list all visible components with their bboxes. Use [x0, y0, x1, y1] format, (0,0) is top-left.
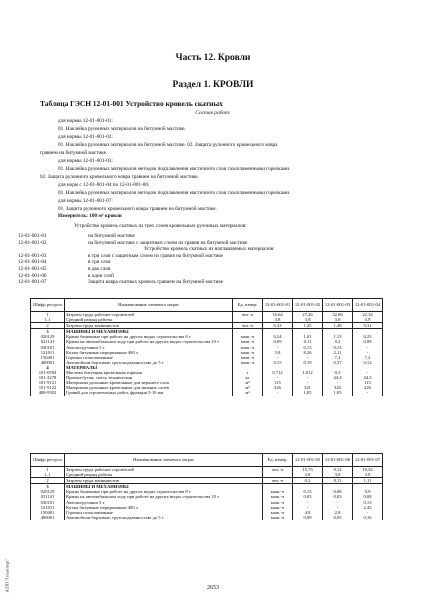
norm-code: 12-01-001-03 [18, 252, 47, 259]
section-title: Раздел 1. КРОВЛИ [172, 80, 254, 90]
table-cell: 030101 [31, 345, 65, 350]
table-cell: 0,9 [353, 489, 383, 494]
table-cell: 15,73 [293, 467, 323, 473]
norm-code-row [18, 266, 274, 273]
table-header-cell: 12-01-001-05 [293, 454, 323, 467]
table-cell: маш.-ч [263, 500, 293, 505]
table-cell: 115 [263, 380, 293, 385]
table-cell: 0,09 [293, 515, 323, 520]
table-cell: маш.-ч [263, 494, 293, 499]
table-header-cell: 12-01-001-02 [293, 299, 323, 312]
table-cell: маш.-ч [233, 360, 263, 365]
table-cell: 0,09 [263, 339, 293, 344]
table-cell: 1.1 [31, 472, 65, 478]
table-cell: 0,3 [323, 370, 353, 375]
table-cell: м² [233, 380, 263, 385]
norm-code-row [18, 279, 274, 286]
table-cell: - [293, 375, 323, 380]
norm-code-description: Устройство кровель скатных из наплавляемых материалов: [144, 246, 275, 253]
table-cell: 0,16 [353, 515, 383, 520]
table-cell: Средний разряд работы [65, 472, 263, 478]
table-cell: 22,34 [353, 312, 383, 318]
norm-code-description: в один слой [88, 272, 114, 279]
table-cell: Средний разряд работы [65, 317, 233, 323]
table-cell: 10,32 [353, 467, 383, 473]
table-cell: 226 [353, 385, 383, 390]
work-line: 01. Наклейка рулонных материалов методом подплавления мастичного слоя газопламенными горелками. [58, 166, 291, 172]
norm-code-row [18, 246, 274, 253]
norm-code-description: в два слоя [88, 265, 111, 272]
table-cell: 4 [31, 365, 65, 370]
table-header-cell: Ед. измер. [233, 299, 263, 312]
table-cell: - [263, 345, 293, 350]
table-cell: МАТЕРИАЛЫ [65, 365, 233, 370]
table-cell: 1,25 [293, 323, 323, 329]
table-cell: Автомобили бортовые, грузоподъемностью до 5 т [65, 515, 263, 520]
table-cell: 2,8 [323, 510, 353, 515]
table-cell: 32,66 [323, 312, 353, 318]
table-cell: 0,2 [293, 478, 323, 484]
table-cell: 2,45 [353, 505, 383, 510]
table-cell: 101-0594 [31, 370, 65, 375]
table-cell: чел.-ч [233, 323, 263, 329]
table-cell: 0,13 [293, 345, 323, 350]
table-cell: маш.-ч [263, 510, 293, 515]
table-cell: 3,8 [353, 472, 383, 478]
work-line: для норм с 12-01-001-04 по 12-01-001-06: [58, 182, 150, 188]
work-line: 02. Защита рулонного кровельного ковра гравием на битумной мастике. [40, 174, 199, 180]
composition-label: Состав работ: [195, 110, 231, 116]
table-cell: 0,08 [353, 339, 383, 344]
table-cell: 3,8 [353, 317, 383, 323]
work-line: 01. Наклейка рулонных материалов на битумной мастике. 02. Защита рулонного кровельного ковра [58, 142, 278, 148]
table-cell: 020129 [31, 334, 65, 339]
table-header-cell: Наименование элемента затрат [65, 299, 233, 312]
table-header-cell: Шифр ресурса [31, 454, 65, 467]
table-cell: 1 [31, 312, 65, 318]
norm-code-row [18, 259, 274, 266]
table-cell: чел.-ч [233, 312, 263, 318]
table-cell: 1,05 [293, 390, 323, 395]
resource-table-1 [30, 298, 383, 396]
table-cell: Котлы битумные передвижные 400 л [65, 505, 263, 510]
table-cell: 400001 [31, 515, 65, 520]
table-cell: 0,24 [263, 334, 293, 339]
table-cell: 7,2 [353, 355, 383, 360]
table-cell: Мастика битумная кровельная горячая [65, 370, 233, 375]
table-cell: 3,8 [293, 317, 323, 323]
table-cell: 3,8 [263, 317, 293, 323]
table-cell: - [293, 505, 323, 510]
work-line: для нормы 12-01-001-01: [58, 118, 113, 124]
table-cell: - [293, 355, 323, 360]
table-cell: Затраты труда машинистов [65, 323, 233, 329]
table-cell: 7,2 [323, 355, 353, 360]
table-cell: 1,05 [323, 390, 353, 395]
table-cell: 115 [353, 380, 383, 385]
table-cell: 0,08 [323, 489, 353, 494]
page-number: 2653 [207, 585, 219, 591]
resource-table-2 [30, 453, 383, 520]
table-cell: 1,11 [353, 478, 383, 484]
table-cell: - [293, 380, 323, 385]
table-cell: 3 [31, 484, 65, 490]
table-cell: Гравий для строительных работ, фракция 5-10 мм [65, 390, 233, 395]
table-cell: 0,05 [323, 515, 353, 520]
table-cell: - [293, 500, 323, 505]
table-cell: 101-2278 [31, 375, 65, 380]
table-cell: Краны на автомобильном ходу при работе на других видах строительства 10 т [65, 339, 233, 344]
table-cell: 1,15 [323, 334, 353, 339]
table-cell: 0,11 [323, 478, 353, 484]
table-cell: - [263, 355, 293, 360]
table-header-cell: Ед. измер. [263, 454, 293, 467]
table-cell: маш.-ч [233, 339, 263, 344]
table-cell: 27,26 [293, 312, 323, 318]
table-cell: 3,8 [293, 472, 323, 478]
table-cell: 2 [31, 323, 65, 329]
table-cell: 121011 [31, 350, 65, 355]
norm-code-row [18, 253, 274, 260]
table-header-cell: 12-01-001-04 [353, 299, 383, 312]
table-cell: 0,19 [293, 360, 323, 365]
table-cell: МАШИНЫ И МЕХАНИЗМЫ [65, 329, 233, 335]
table-cell: Горелки газопламенные [65, 510, 263, 515]
table-cell: 345 [323, 385, 353, 390]
norm-code: 12-01-001-07 [18, 279, 47, 286]
norm-code: 12-01-001-06 [18, 272, 47, 279]
table-cell: 0,03 [323, 494, 353, 499]
table-cell: 0,15 [263, 360, 293, 365]
norm-code-description: на битумной мастике [88, 233, 135, 239]
table-cell: м² [233, 385, 263, 390]
table-cell: 1,48 [323, 323, 353, 329]
norm-code: 12-01-001-01 [18, 233, 47, 239]
table-cell: Автомобили бортовые, грузоподъемностью до 5 т [65, 360, 233, 365]
table-cell: Горелки газопламенные [65, 355, 233, 360]
table-cell: Материалы рулонные кровельные для верхнего слоя [65, 380, 233, 385]
table-cell: 101-9121 [31, 380, 65, 385]
norm-code-description: в три слоя с защитным слоем из гравия на битумной мастике [88, 252, 223, 259]
table-cell: 400001 [31, 360, 65, 365]
table-cell: 8,26 [293, 350, 323, 355]
part-title: Часть 12. Кровли [175, 53, 251, 63]
norm-code-description: на битумной мастике с защитным слоем из гравия на битумной мастике [88, 239, 248, 246]
table-cell: 16,64 [263, 312, 293, 318]
norm-code-row [18, 233, 274, 240]
table-cell: Автопогрузчики 5 т [65, 500, 263, 505]
table-cell: 021141 [31, 339, 65, 344]
table-cell: 2,11 [323, 350, 353, 355]
table-cell: маш.-ч [233, 334, 263, 339]
table-header-cell: 12-01-001-01 [263, 299, 293, 312]
table-cell: маш.-ч [263, 505, 293, 510]
table-cell: - [263, 375, 293, 380]
table-cell: чел.-ч [263, 467, 293, 473]
table-cell: кг [233, 375, 263, 380]
table-header-cell: 12-01-001-03 [323, 299, 353, 312]
table-cell: 0,23 [353, 334, 383, 339]
table-cell: Краны башенные при работе на других видах строительства 8 т [65, 334, 233, 339]
table-cell: маш.-ч [233, 355, 263, 360]
table-cell: - [323, 505, 353, 510]
table-cell: 0,33 [263, 323, 293, 329]
table-cell: 121011 [31, 505, 65, 510]
table-cell: Затраты труда рабочих-строителей [65, 467, 263, 473]
table-cell: 408-9302 [31, 390, 65, 395]
table-cell: 0,37 [323, 360, 353, 365]
work-line: для нормы 12-01-001-07: [58, 198, 113, 204]
table-cell: Затраты труда рабочих-строителей [65, 312, 233, 318]
table-cell: 150401 [31, 510, 65, 515]
table-cell: - [353, 390, 383, 395]
table-row [31, 390, 383, 395]
table-header-cell: 12-01-001-06 [323, 454, 353, 467]
table-cell: 44,3 [353, 375, 383, 380]
work-line: 01. Наклейка рулонных материалов на битумной мастике. [58, 126, 186, 132]
table-cell: 2 [31, 478, 65, 484]
table-cell: 341 [293, 385, 323, 390]
table-cell: 4,8 [293, 510, 323, 515]
norm-code: 12-01-001-04 [18, 259, 47, 266]
table-cell: 020129 [31, 489, 65, 494]
table-cell: Пропан-бутан, смесь техническая [65, 375, 233, 380]
table-cell: 021141 [31, 494, 65, 499]
table-cell: Материалы рулонные кровельные для нижних слоев [65, 385, 233, 390]
norm-code: 12-01-001-02 [18, 239, 47, 246]
table-cell: Котлы битумные передвижные 400 л [65, 350, 233, 355]
table-cell: Автопогрузчики 5 т [65, 345, 233, 350]
table-cell: 0,08 [353, 494, 383, 499]
table-cell: Краны башенные при работе на других видах строительства 8 т [65, 489, 263, 494]
norm-codes-list [18, 233, 274, 286]
table-header-cell: 12-01-001-07 [353, 454, 383, 467]
table-title: Таблица ГЭСН 12-01-001 Устройство кровель скатных [40, 99, 223, 108]
work-line: для нормы 12-01-001-02: [58, 134, 113, 140]
table-cell: 5,8 [263, 350, 293, 355]
table-cell: 0,712 [263, 370, 293, 375]
table-cell: 030101 [31, 500, 65, 505]
table-cell: Краны на автомобильном ходу при работе на других видах строительства 10 т [65, 494, 263, 499]
norm-code-description: в три слоя [88, 259, 111, 266]
codes-intro: Устройство кровель скатных из трех слоев кровельных рулонных материалов: [74, 223, 247, 229]
table-cell: маш.-ч [233, 350, 263, 355]
table-cell: - [353, 345, 383, 350]
table-cell: 0,2 [323, 339, 353, 344]
meter-label: Измеритель: 100 м² кровли [58, 213, 122, 219]
table-cell: - [353, 370, 383, 375]
table-cell: маш.-ч [263, 489, 293, 494]
table-cell: - [323, 380, 353, 385]
table-cell: 3 [31, 329, 65, 335]
table-cell: м³ [233, 390, 263, 395]
table-cell: маш.-ч [233, 345, 263, 350]
table-cell: т [233, 370, 263, 375]
table-cell: - [353, 350, 383, 355]
norm-code: 12-01-001-05 [18, 265, 47, 272]
table-cell: 0,13 [323, 345, 353, 350]
work-line: гравием на битумной мастике. [40, 150, 108, 156]
table-cell: 1 [31, 467, 65, 473]
table-header-cell: Наименование элемента затрат [65, 454, 263, 467]
table-cell: - [263, 390, 293, 395]
table-cell: 0,31 [353, 323, 383, 329]
table-cell: 3,8 [323, 317, 353, 323]
table-cell: - [323, 500, 353, 505]
norm-code-description: Защита ковра скатных кровель гравием на битумной мастике [88, 279, 224, 286]
table-cell: чел.-ч [263, 478, 293, 484]
table-cell: 1.1 [31, 317, 65, 323]
table-cell: 1,01 [293, 334, 323, 339]
table-cell: 1,012 [293, 370, 323, 375]
table-cell: 44,3 [323, 375, 353, 380]
table-cell: 0,13 [353, 500, 383, 505]
table-cell: 0,15 [293, 489, 323, 494]
table-cell: 101-9122 [31, 385, 65, 390]
table-header-cell: Шифр ресурса [31, 299, 65, 312]
table-cell: 3,8 [323, 472, 353, 478]
side-note: ЗСПП "Техэксперт" [4, 558, 10, 593]
work-line: 01. Защита рулонного кровельного ковра гравием на битумной мастике. [58, 206, 217, 212]
work-line: для нормы 12-01-001-03: [58, 158, 113, 164]
table-cell: 226 [263, 385, 293, 390]
table-cell: 9,12 [323, 467, 353, 473]
table-row [31, 515, 383, 520]
table-cell: 150401 [31, 355, 65, 360]
table-cell: 0,12 [353, 360, 383, 365]
norm-code [18, 246, 88, 253]
table-cell: 0,11 [293, 339, 323, 344]
table-cell: МАШИНЫ И МЕХАНИЗМЫ [65, 484, 263, 490]
table-cell: 0,05 [293, 494, 323, 499]
work-line: 01. Наклейка рулонных материалов методом подплавления мастичного слоя газопламенными горелками. [58, 190, 291, 196]
table-cell: - [353, 510, 383, 515]
table-cell: маш.-ч [263, 515, 293, 520]
table-cell: Затраты труда машинистов [65, 478, 263, 484]
